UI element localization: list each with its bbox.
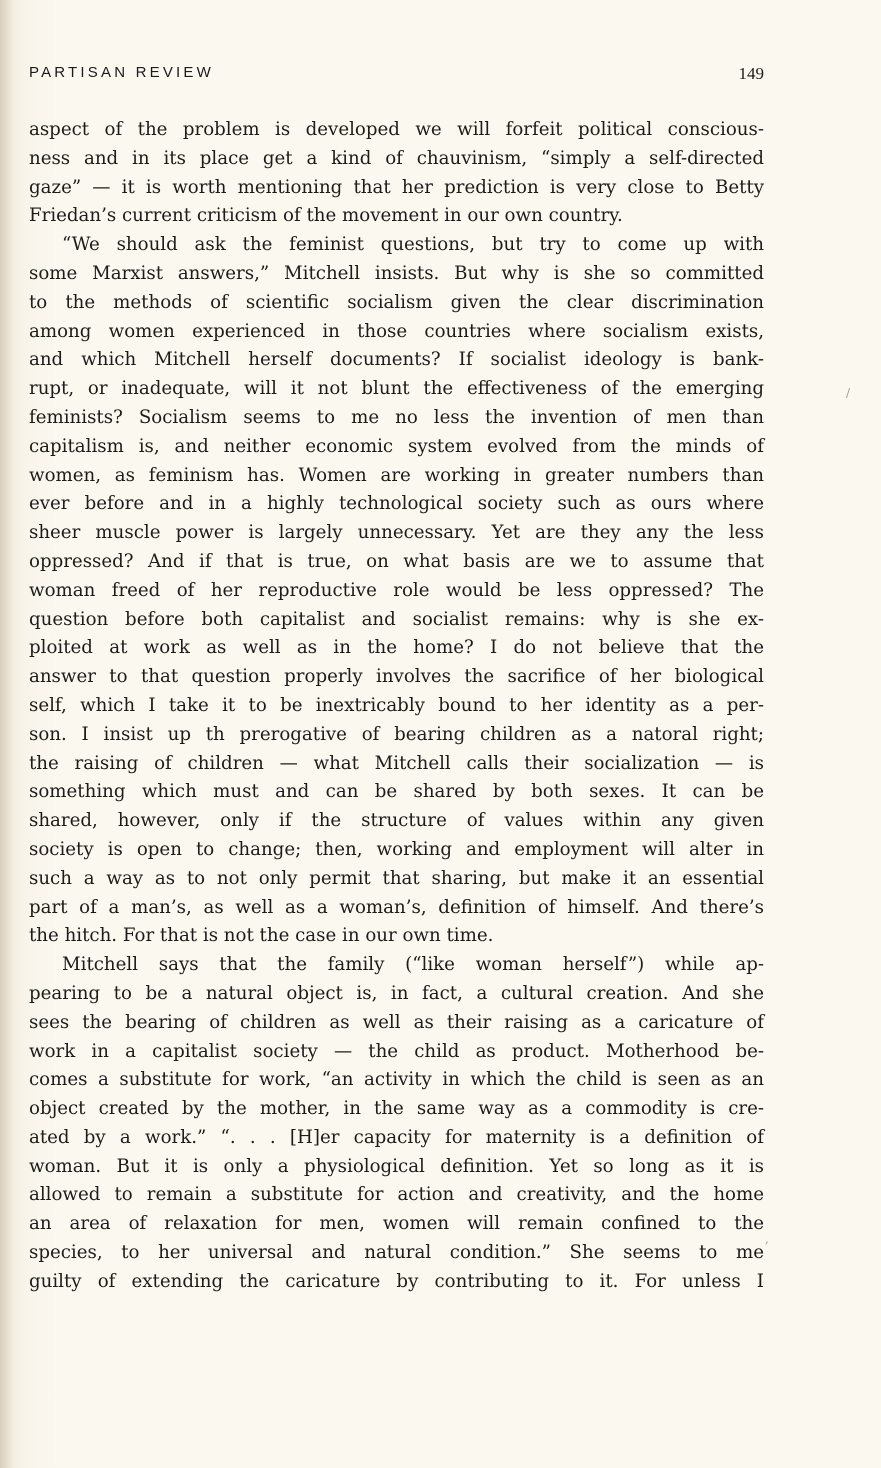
text-line: to the methods of scientific socialism given the clear discrimination (29, 291, 764, 313)
margin-pencil-mark: / (846, 386, 851, 400)
text-line: capitalism is, and neither economic system evolved from the minds of (29, 435, 764, 457)
text-line: such a way as to not only permit that sharing, but make it an essential (29, 867, 764, 889)
text-line: society is open to change; then, working and employment will alter in (29, 838, 764, 860)
text-line: something which must and can be shared by both sexes. It can be (29, 781, 764, 803)
text-line: guilty of extending the caricature by contributing to it. For unless I (29, 1270, 764, 1292)
text-line: rupt, or inadequate, will it not blunt the effectiveness of the emerging (29, 378, 764, 400)
text-line: self, which I take it to be inextricably bound to her identity as a per- (29, 694, 764, 716)
text-line: ness and in its place get a kind of chauvinism, “simply a self-directed (29, 147, 764, 169)
text-line: question before both capitalist and socialist remains: why is she ex- (29, 608, 764, 630)
text-line: woman freed of her reproductive role would be less oppressed? The (29, 579, 764, 601)
text-line: gaze” — it is worth mentioning that her prediction is very close to Betty (29, 176, 764, 198)
text-line: women, as feminism has. Women are working in greater numbers than (29, 464, 764, 486)
text-line: allowed to remain a substitute for action and creativity, and the home (29, 1184, 764, 1206)
text-line: son. I insist up th prerogative of bearing children as a natoral right; (29, 723, 764, 745)
spine-shadow (0, 0, 14, 1468)
text-line: ploited at work as well as in the home? I do not believe that the (29, 637, 764, 659)
text-line: some Marxist answers,” Mitchell insists. But why is she so committed (29, 262, 764, 284)
margin-pencil-mark: , (765, 1232, 769, 1246)
page-number: 149 (738, 64, 764, 83)
text-line: Friedan’s current criticism of the movement in our own country. (29, 205, 623, 227)
text-line: shared, however, only if the structure of values within any given (29, 810, 764, 832)
text-line: aspect of the problem is developed we will forfeit political conscious- (29, 119, 764, 140)
running-header (29, 64, 764, 88)
text-line: work in a capitalist society — the child as product. Motherhood be- (29, 1040, 764, 1062)
text-line: species, to her universal and natural condition.” She seems to me (29, 1242, 764, 1264)
text-line: comes a substitute for work, “an activity in which the child is seen as an (29, 1069, 764, 1091)
text-line: the raising of children — what Mitchell calls their socialization — is (29, 752, 764, 774)
text-line: object created by the mother, in the same way as a commodity is cre- (29, 1098, 764, 1120)
text-line: sheer muscle power is largely unnecessary. Yet are they any the less (29, 522, 764, 544)
text-line: an area of relaxation for men, women will remain confined to the (29, 1213, 764, 1235)
text-line: the hitch. For that is not the case in our own time. (29, 925, 494, 947)
text-line: pearing to be a natural object is, in fact, a cultural creation. And she (29, 982, 764, 1004)
text-line: among women experienced in those countries where socialism exists, (29, 320, 764, 342)
text-line: oppressed? And if that is true, on what basis are we to assume that (29, 550, 764, 572)
text-line: part of a man’s, as well as a woman’s, definition of himself. And there’s (29, 896, 764, 918)
journal-title: PARTISAN REVIEW (29, 64, 214, 81)
text-line: ever before and in a highly technological society such as ours where (29, 493, 764, 515)
text-line: “We should ask the feminist questions, but try to come up with (62, 234, 764, 256)
text-line: ated by a work.” “. . . [H]er capacity for maternity is a definition of (29, 1126, 764, 1148)
text-line: sees the bearing of children as well as their raising as a caricature of (29, 1011, 764, 1033)
text-line: answer to that question properly involves the sacrifice of her biological (29, 666, 764, 688)
text-line: feminists? Socialism seems to me no less the invention of men than (29, 406, 764, 428)
text-line: and which Mitchell herself documents? If socialist ideology is bank- (29, 349, 764, 371)
text-line: woman. But it is only a physiological definition. Yet so long as it is (29, 1155, 764, 1177)
body-text (29, 116, 764, 1297)
text-line: Mitchell says that the family (“like woman herself”) while ap- (62, 954, 764, 976)
